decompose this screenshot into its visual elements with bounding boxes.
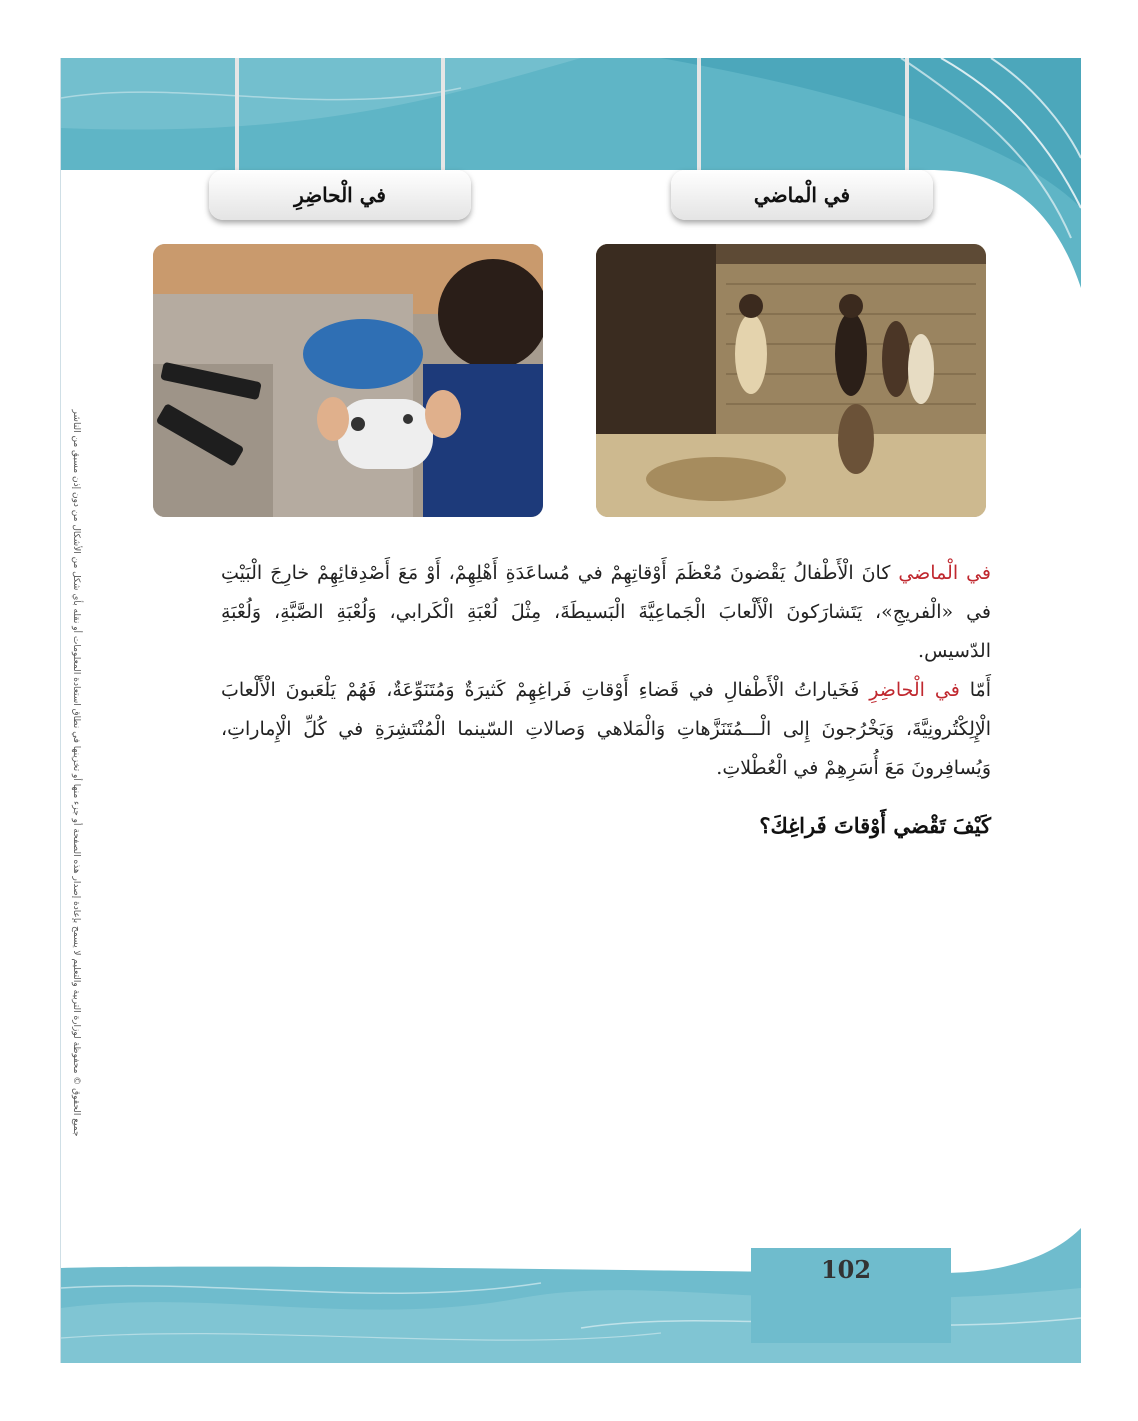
paragraph-present-lead: أَمّا <box>959 679 991 701</box>
highlight-past: في الْماضي <box>898 562 991 584</box>
footer-banner <box>61 1228 1081 1363</box>
copyright-text: جميع الحقوق © محفوظة لوزارة التربية والتعليم لا يسمح بإعادة إصدار هذه الصفحة أو جزء منها أو تخزينها في نطاق استعادة المعلومات أو نقله بأي شكل من الأشكال من دون إذن مسبق من الناشر <box>71 409 81 1137</box>
paragraph-present <box>221 671 991 788</box>
label-present: في الْحاضِرِ <box>209 170 471 220</box>
label-past: في الْماضي <box>671 170 933 220</box>
paragraph-past-text: كانَ الْأَطْفالُ يَقْضونَ مُعْظَمَ أَوْقاتِهِمْ في مُساعَدَةِ أَهْلِهِمْ، أَوْ مَعَ أَصْدِقائِهِمْ خارِجَ الْبَيْتِ في «الْفريجِ»، يَتَشارَكونَ الْأَلْعابَ الْجَماعِيَّةَ الْبَسيطَةَ، مِثْلَ لُعْبَةِ الْكَرابي، وَلُعْبَةِ الصَّبَّةِ، وَلُعْبَةِ الدّسيس. <box>221 562 991 662</box>
highlight-present: في الْحاضِرِ <box>869 679 960 701</box>
copyright-notice <box>61 409 91 1148</box>
textbook-page <box>60 58 1081 1363</box>
photo-present-child-gaming <box>153 244 543 517</box>
page-number: 102 <box>820 1255 872 1284</box>
paragraph-past <box>221 554 991 671</box>
photo-past-children-playing <box>596 244 986 517</box>
question-heading: كَيْفَ تَقْضي أَوْقاتَ فَراغِكَ؟ <box>759 813 991 838</box>
body-paragraphs <box>221 554 991 788</box>
paragraph-present-text: فَخَياراتُ الْأَطْفالِ في قَضاءِ أَوْقاتِ فَراغِهِمْ كَثيرَةٌ وَمُتَنَوِّعَةٌ، فَهُمْ يَلْعَبونَ الْأَلْعابَ الْإِلِكْتُرونِيَّةَ، وَيَخْرُجونَ إِلى الْـــمُتَنَزَّهاتِ وَالْمَلاهي وَصالاتِ السّينما الْمُنْتَشِرَةِ في كُلِّ الْإِماراتِ، وَيُسافِرونَ مَعَ أُسَرِهِمْ في الْعُطْلاتِ. <box>221 679 991 779</box>
